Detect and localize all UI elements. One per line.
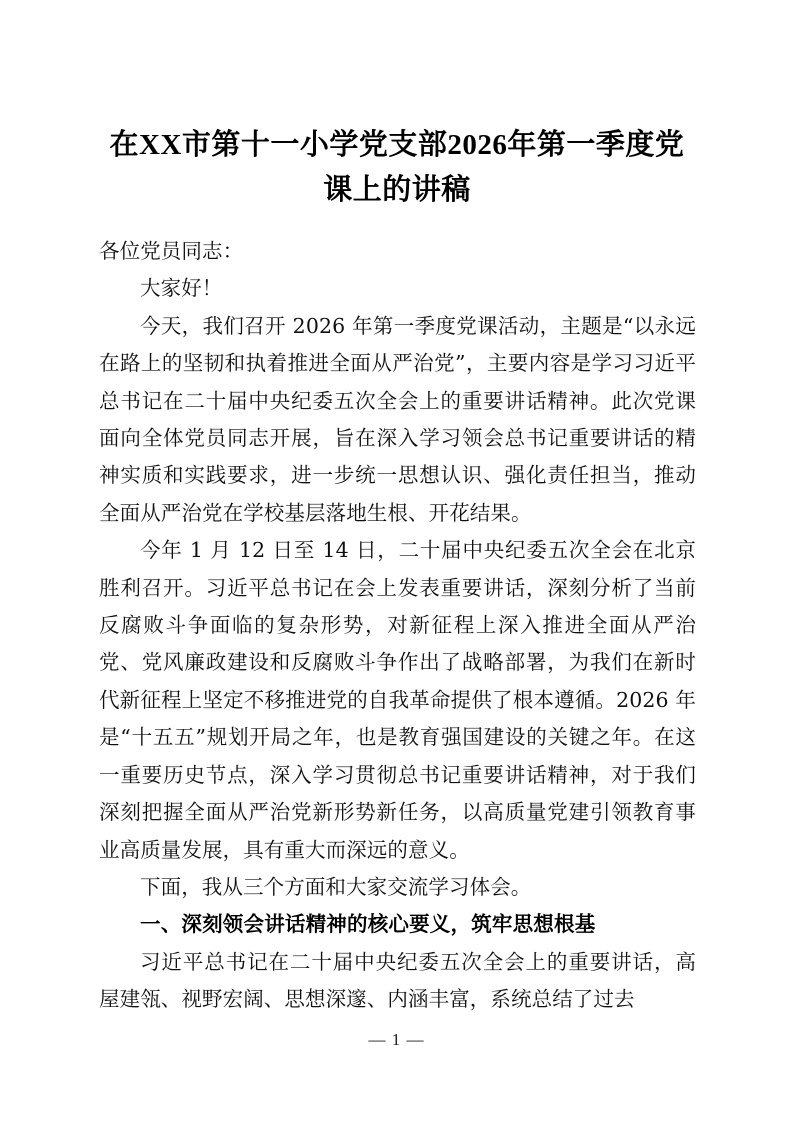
salutation: 各位党员同志： <box>99 239 244 263</box>
page-number-footer: — 1 — <box>368 1030 425 1049</box>
document-body <box>99 233 696 1019</box>
section-heading-one: 一、深刻领会讲话精神的核心要义，筑牢思想根基 <box>140 912 596 937</box>
opening-paragraph: 今天，我们召开 2026 年第一季度党课活动，主题是“以永远在路上的坚韧和执着推进全面从严治党”，主要内容是学习习近平总书记在二十届中央纪委五次全会上的重要讲话精神。此次党课面向全体党员同志开展，旨在深入学习领会总书记重要讲话的精神实质和实践要求，进一步统一思想认识、强化责任担当，推动全面从严治党在学校基层落地生根、开花结果。 <box>99 313 696 525</box>
section-one-body-paragraph: 习近平总书记在二十届中央纪委五次全会上的重要讲话，高屋建瓴、视野宏阔、思想深邃、内涵丰富，系统总结了过去 <box>99 949 696 1012</box>
background-paragraph: 今年 1 月 12 日至 14 日，二十届中央纪委五次全会在北京胜利召开。习近平总书记在会上发表重要讲话，深刻分析了当前反腐败斗争面临的复杂形势，对新征程上深入推进全面从严治党、党风廉政建设和反腐败斗争作出了战略部署，为我们在新时代新征程上坚定不移推进党的自我革命提供了根本遵循。2026 年是“十五五”规划开局之年，也是教育强国建设的关键之年。在这一重要历史节点，深入学习贯彻总书记重要讲话精神，对于我们深刻把握全面从严治党新形势新任务，以高质量党建引领教育事业高质量发展，具有重大而深远的意义。 <box>99 538 696 862</box>
greeting-paragraph: 大家好！ <box>140 276 223 301</box>
document-title: 在XX市第十一小学党支部2026年第一季度党课上的讲稿 <box>109 129 685 207</box>
transition-paragraph: 下面，我从三个方面和大家交流学习体会。 <box>140 874 532 899</box>
